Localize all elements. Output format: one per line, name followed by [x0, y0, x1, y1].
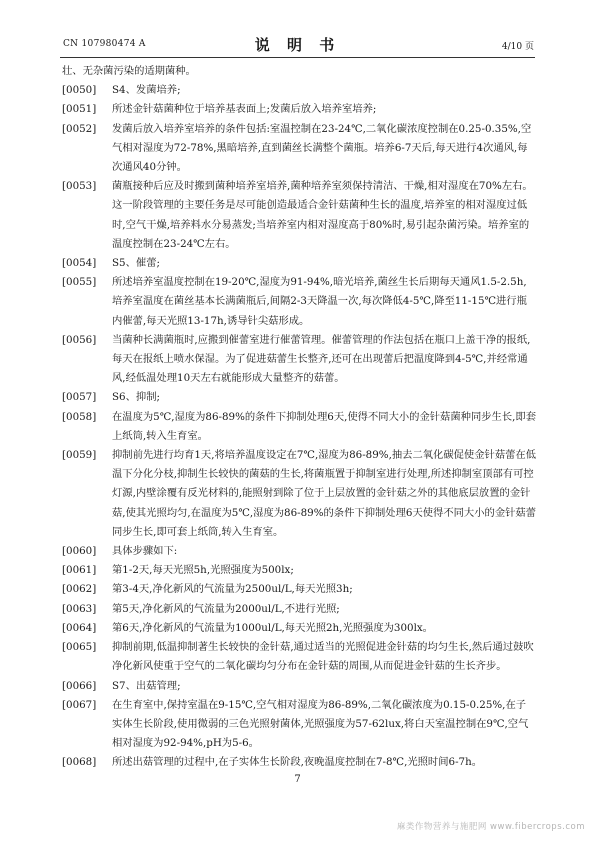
- paragraph-number: [0061]: [62, 564, 97, 577]
- paragraph-number: [0060]: [62, 545, 97, 558]
- paragraph: [62, 542, 536, 561]
- paragraph: [62, 580, 536, 599]
- paragraph-text: S6、抑制;: [112, 391, 160, 404]
- paragraph-text: 在温度为5℃,湿度为86-89%的条件下抑制处理6天,使得不同大小的金针菇菌种同步生长,即套上纸筒,转入生育室。: [112, 410, 537, 442]
- paragraph-number: [0066]: [62, 679, 97, 692]
- paragraph-number: [0053]: [62, 180, 97, 193]
- paragraph-text: 在生育室中,保持室温在9-15℃,空气相对湿度为86-89%,二氧化碳浓度为0.15-0.25%,在子实体生长阶段,使用微弱的三色光照射菌体,光照强度为57-62lux,将白天室温控制在9℃,空气相对湿度为92-94%,pH为5-6。: [112, 698, 529, 750]
- paragraph-number: [0065]: [62, 641, 97, 654]
- paragraph-text: 菌瓶接种后应及时搬到菌种培养室培养,菌种培养室须保持清洁、干燥,相对湿度在70%左右。这一阶段管理的主要任务是尽可能创造最适合金针菇菌种生长的温度,培养室的相对湿度过低时,空气干燥,培养料水分易蒸发;当培养室内相对湿度高于80%时,易引起杂菌污染。培养室的温度控制在23-24℃左右。: [112, 180, 533, 250]
- paragraph-number: [0068]: [62, 756, 97, 769]
- document-body: [62, 62, 536, 773]
- paragraph-number: [0050]: [62, 84, 97, 97]
- paragraph: [62, 619, 536, 638]
- paragraph-number: [0062]: [62, 583, 97, 596]
- paragraph-number: [0058]: [62, 410, 97, 423]
- paragraph-number: [0067]: [62, 698, 97, 711]
- paragraph-number: [0052]: [62, 122, 97, 135]
- paragraph: [62, 273, 536, 331]
- paragraph-text: 发菌后放入培养室培养的条件包括:室温控制在23-24℃,二氧化碳浓度控制在0.25-0.35%,空气相对湿度为72-78%,黑暗培养,直到菌丝长满整个菌瓶。培养6-7天后,每天进行4次通风,每次通风40分钟。: [112, 122, 532, 174]
- paragraph-text: 第3-4天,净化新风的气流量为2500ul/L,每天光照3h;: [112, 583, 353, 596]
- paragraph-text: S4、发菌培养;: [112, 84, 181, 97]
- paragraph: [62, 753, 536, 772]
- paragraph: [62, 331, 536, 389]
- paragraph-text: S7、出菇管理;: [112, 679, 181, 692]
- paragraph-text: 所述培养室温度控制在19-20℃,湿度为91-94%,暗光培养,菌丝生长后期每天通风1.5-2.5h,培养室温度在菌丝基本长满菌瓶后,间隔2-3天降温一次,每次降低4-5℃,降至11-15℃进行瓶内催蕾,每天光照13-17h,诱导针尖菇形成。: [112, 276, 527, 327]
- paragraph-text: 所述金针菇菌种位于培养基表面上;发菌后放入培养室培养;: [112, 103, 377, 116]
- paragraph: [62, 677, 536, 696]
- paragraph: [62, 120, 536, 178]
- document-title: 说 明 书: [254, 36, 341, 54]
- header-divider: [60, 57, 535, 58]
- paragraph: [62, 177, 536, 254]
- paragraph-number: [0057]: [62, 391, 97, 404]
- patent-number: CN 107980474 A: [63, 39, 146, 49]
- paragraph-number: [0056]: [62, 333, 97, 346]
- paragraph-text: 第1-2天,每天光照5h,光照强度为500lx;: [112, 564, 294, 577]
- paragraph-number: [0059]: [62, 449, 97, 462]
- paragraph-number: [0051]: [62, 103, 97, 116]
- paragraph-text: 抑制前期,低温抑制著生长较快的金针菇,通过适当的光照促进金针菇的均匀生长,然后通过鼓吹净化新风使重于空气的二氧化碳均匀分布在金针菇的周围,从而促进金针菇的生长齐步。: [112, 641, 534, 673]
- paragraph: [62, 638, 536, 676]
- continued-text: 壮、无杂菌污染的适期菌种。: [62, 65, 196, 77]
- paragraph-number: [0064]: [62, 621, 97, 634]
- paragraph: [62, 446, 536, 542]
- paragraph: [62, 696, 536, 754]
- paragraph: [62, 408, 536, 446]
- paragraph: [62, 561, 536, 580]
- paragraph-text: 具体步骤如下:: [112, 545, 178, 558]
- paragraph-number: [0063]: [62, 602, 97, 615]
- page-number: 7: [294, 774, 301, 785]
- paragraph: [62, 388, 536, 407]
- paragraph: [62, 81, 536, 100]
- paragraph-text: 抑制前先进行均育1天,将培养温度设定在7℃,湿度为86-89%,抽去二氧化碳促使金针菇蕾在低温下分化分枝,抑制生长较快的菌菇的生长,将菌瓶置于抑制室进行处理,所述抑制室顶部有可控灯源,内壁涂覆有反光材料的,能照射到除了位于上层放置的金针菇之外的其他底层放置的金针菇,使其光照均匀,在温度为5℃,湿度为86-89%的条件下抑制处理6天使得不同大小的金针菇蕾同步生长,即可套上纸筒,转入生育室。: [112, 449, 537, 538]
- page-header: [0, 0, 595, 58]
- paragraph-text: 所述出菇管理的过程中,在子实体生长阶段,夜晚温度控制在7-8℃,光照时间6-7h。: [112, 756, 483, 769]
- paragraph-text: 当菌种长满菌瓶时,应搬到催蕾室进行催蕾管理。催蕾管理的作法包括在瓶口上盖干净的报纸,每天在报纸上喷水保湿。为了促进菇蕾生长整齐,还可在出现蕾后把温度降到4-5℃,并经常通风,经低温处理10天左右就能形成大量整齐的菇蕾。: [112, 333, 531, 385]
- paragraph-text: 第6天,净化新风的气流量为1000ul/L,每天光照2h,光照强度为300lx。: [112, 621, 433, 634]
- paragraph-text: 第5天,净化新风的气流量为2000ul/L,不进行光照;: [112, 602, 340, 615]
- paragraph: [62, 600, 536, 619]
- paragraph-text: S5、催蕾;: [112, 257, 160, 270]
- paragraph: [62, 100, 536, 119]
- page-counter: 4/10 页: [501, 42, 534, 52]
- paragraph-number: [0054]: [62, 257, 97, 270]
- paragraph-number: [0055]: [62, 276, 97, 289]
- paragraph: [62, 254, 536, 273]
- watermark-text: 麻类作物营养与施肥网 www.fibercrops.com: [396, 822, 585, 832]
